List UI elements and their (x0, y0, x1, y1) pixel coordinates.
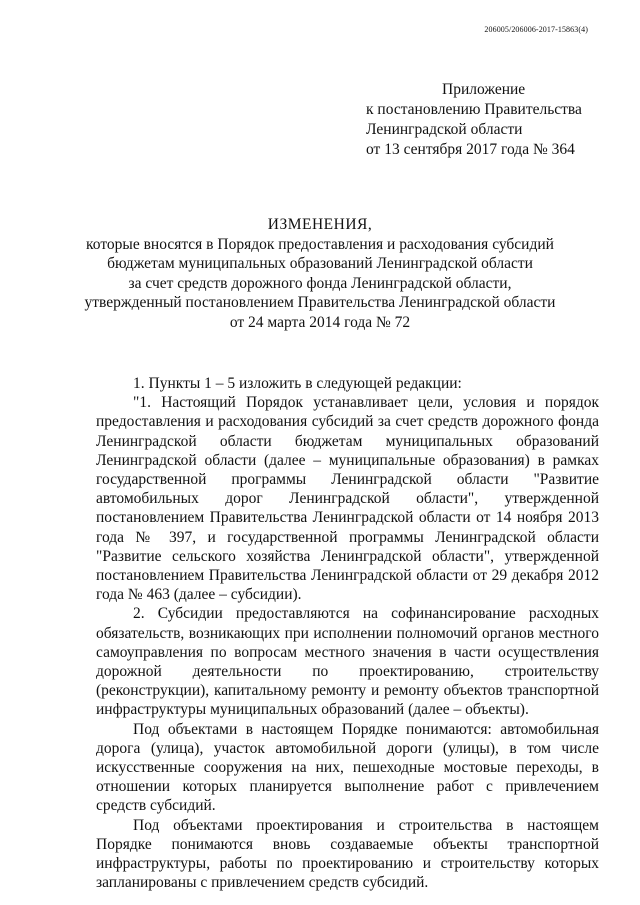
appendix-block (366, 80, 582, 160)
body-paragraph: Под объектами проектирования и строительства в настоящем Порядке понимаются вновь создаваемые объекты транспортной инфраструктуры, работы по проектированию и строительству которых запланированы с привлечением средств субсидий. (96, 816, 599, 892)
document-title (60, 215, 580, 332)
document-number: 206005/206006-2017-15863(4) (484, 25, 588, 34)
body-paragraph: 2. Субсидии предоставляются на софинансирование расходных обязательств, возникающих при исполнении полномочий органов местного самоуправления по вопросам местного значения в части осуществления дорожной деятельности по проектированию, строительству (реконструкции), капитальному ремонту и ремонту объектов транспортной инфраструктуры муниципальных образований (далее – объекты). (96, 605, 599, 719)
title-line: утвержденный постановлением Правительства Ленинградской области (84, 294, 556, 311)
body-paragraph: Под объектами в настоящем Порядке понимаются: автомобильная дорога (улица), участок автомобильной дороги (улицы), в том числе искусственные сооружения на них, пешеходные мостовые переходы, в отношении которых планируется выполнение работ с привлечением средств субсидий. (96, 720, 599, 815)
appendix-date: от 13 сентября 2017 года № 364 (366, 141, 575, 158)
title-line: бюджетам муниципальных образований Ленинградской области (107, 255, 533, 272)
body-paragraph: 1. Пункты 1 – 5 изложить в следующей редакции: (133, 375, 462, 392)
document-body (96, 374, 599, 892)
appendix-label: Приложение (442, 81, 526, 98)
title-line: за счет средств дорожного фонда Ленинградской области, (128, 274, 512, 292)
appendix-reference: к постановлению Правительства (366, 101, 582, 118)
title-line: которые вносятся в Порядок предоставления и расходования субсидий (86, 235, 554, 253)
title-line: от 24 марта 2014 года № 72 (229, 313, 411, 331)
appendix-region: Ленинградской области (366, 121, 523, 138)
title-heading: ИЗМЕНЕНИЯ, (267, 216, 373, 233)
body-paragraph: "1. Настоящий Порядок устанавливает цели, условия и порядок предоставления и расходования субсидий за счет средств дорожного фонда Ленинградской области бюджетам муниципальных образований Ленинградской области (далее – муниципальные образования) в рамках государственной программы Ленинградской области "Развитие автомобильных дорог Ленинградской области", утвержденной постановлением Правительства Ленинградской области от 14 ноября 2013 года № 397, и государственной программы Ленинградской области "Развитие сельского хозяйства Ленинградской области", утвержденной постановлением Правительства Ленинградской области от 29 декабря 2012 года № 463 (далее – субсидии). (96, 394, 599, 604)
